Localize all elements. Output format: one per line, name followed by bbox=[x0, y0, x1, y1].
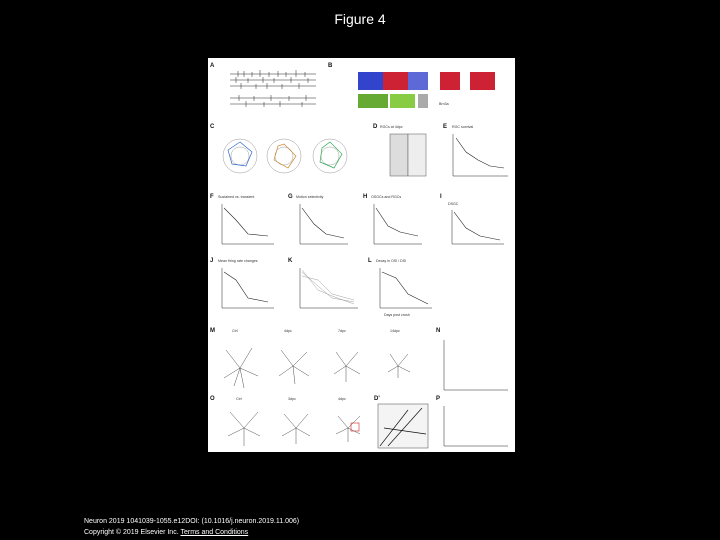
panel-label-a: A bbox=[210, 63, 215, 69]
m-col-ctrl: Ctrl bbox=[232, 329, 238, 333]
row-fghi bbox=[210, 194, 504, 244]
panel-label-l: L bbox=[368, 258, 372, 264]
b-tag: Brn3a bbox=[439, 102, 449, 106]
panel-label-i: I bbox=[440, 194, 442, 200]
figure-title: Figure 4 bbox=[334, 11, 386, 27]
m-col-7dpc: 7dpc bbox=[338, 329, 346, 333]
panel-label-dprime: D' bbox=[374, 396, 380, 402]
j-title: Mean firing rate changes bbox=[218, 259, 258, 263]
terms-link[interactable]: Terms and Conditions bbox=[180, 529, 249, 536]
e-title: RGC survival bbox=[452, 125, 474, 129]
row-mn bbox=[210, 328, 508, 390]
f-title: Sustained vs. transient bbox=[218, 195, 255, 199]
l-title: Decay in OSI / DSI bbox=[376, 259, 407, 263]
o-col-4dpc: 4dpc bbox=[338, 397, 346, 401]
figure-image bbox=[208, 58, 515, 452]
panel-label-c: C bbox=[210, 124, 215, 130]
panel-label-h: H bbox=[363, 194, 368, 200]
panel-label-b: B bbox=[328, 63, 333, 69]
m-col-4dpc: 4dpc bbox=[284, 329, 292, 333]
m-col-14dpc: 14dpc bbox=[390, 329, 400, 333]
panel-label-f: F bbox=[210, 194, 214, 200]
row-jkl bbox=[210, 258, 432, 317]
panel-d bbox=[373, 124, 426, 176]
d-title: RGCs at 4dpc bbox=[380, 125, 403, 129]
citation: Neuron 2019 1041039-1055.e12DOI: (10.1016/j.neuron.2019.11.006) bbox=[84, 518, 300, 525]
panel-label-m: M bbox=[210, 328, 215, 334]
panel-e bbox=[443, 124, 508, 176]
row-o-p bbox=[210, 396, 508, 448]
panel-label-p: P bbox=[436, 396, 441, 402]
panel-c bbox=[210, 124, 347, 173]
copyright-line bbox=[84, 527, 299, 538]
panel-b bbox=[328, 63, 495, 108]
l-xaxis: Days post crush bbox=[384, 313, 410, 317]
panel-a bbox=[210, 63, 316, 107]
panel-label-g: G bbox=[288, 194, 293, 200]
h-title: OSGCs and RGCs bbox=[371, 195, 402, 199]
figure-footer bbox=[84, 516, 299, 538]
panel-label-e: E bbox=[443, 124, 448, 130]
panel-label-n: N bbox=[436, 328, 441, 334]
o-col-3dpc: 3dpc bbox=[288, 397, 296, 401]
i-title: DSGC bbox=[448, 202, 459, 206]
panel-label-k: K bbox=[288, 258, 293, 264]
copyright: Copyright © 2019 Elsevier Inc. bbox=[84, 529, 179, 536]
panel-label-o: O bbox=[210, 396, 215, 402]
panel-label-d: D bbox=[373, 124, 378, 130]
panel-label-j: J bbox=[210, 258, 214, 264]
o-col-ctrl: Ctrl bbox=[236, 397, 242, 401]
g-title: Motion selectivity bbox=[296, 195, 324, 199]
